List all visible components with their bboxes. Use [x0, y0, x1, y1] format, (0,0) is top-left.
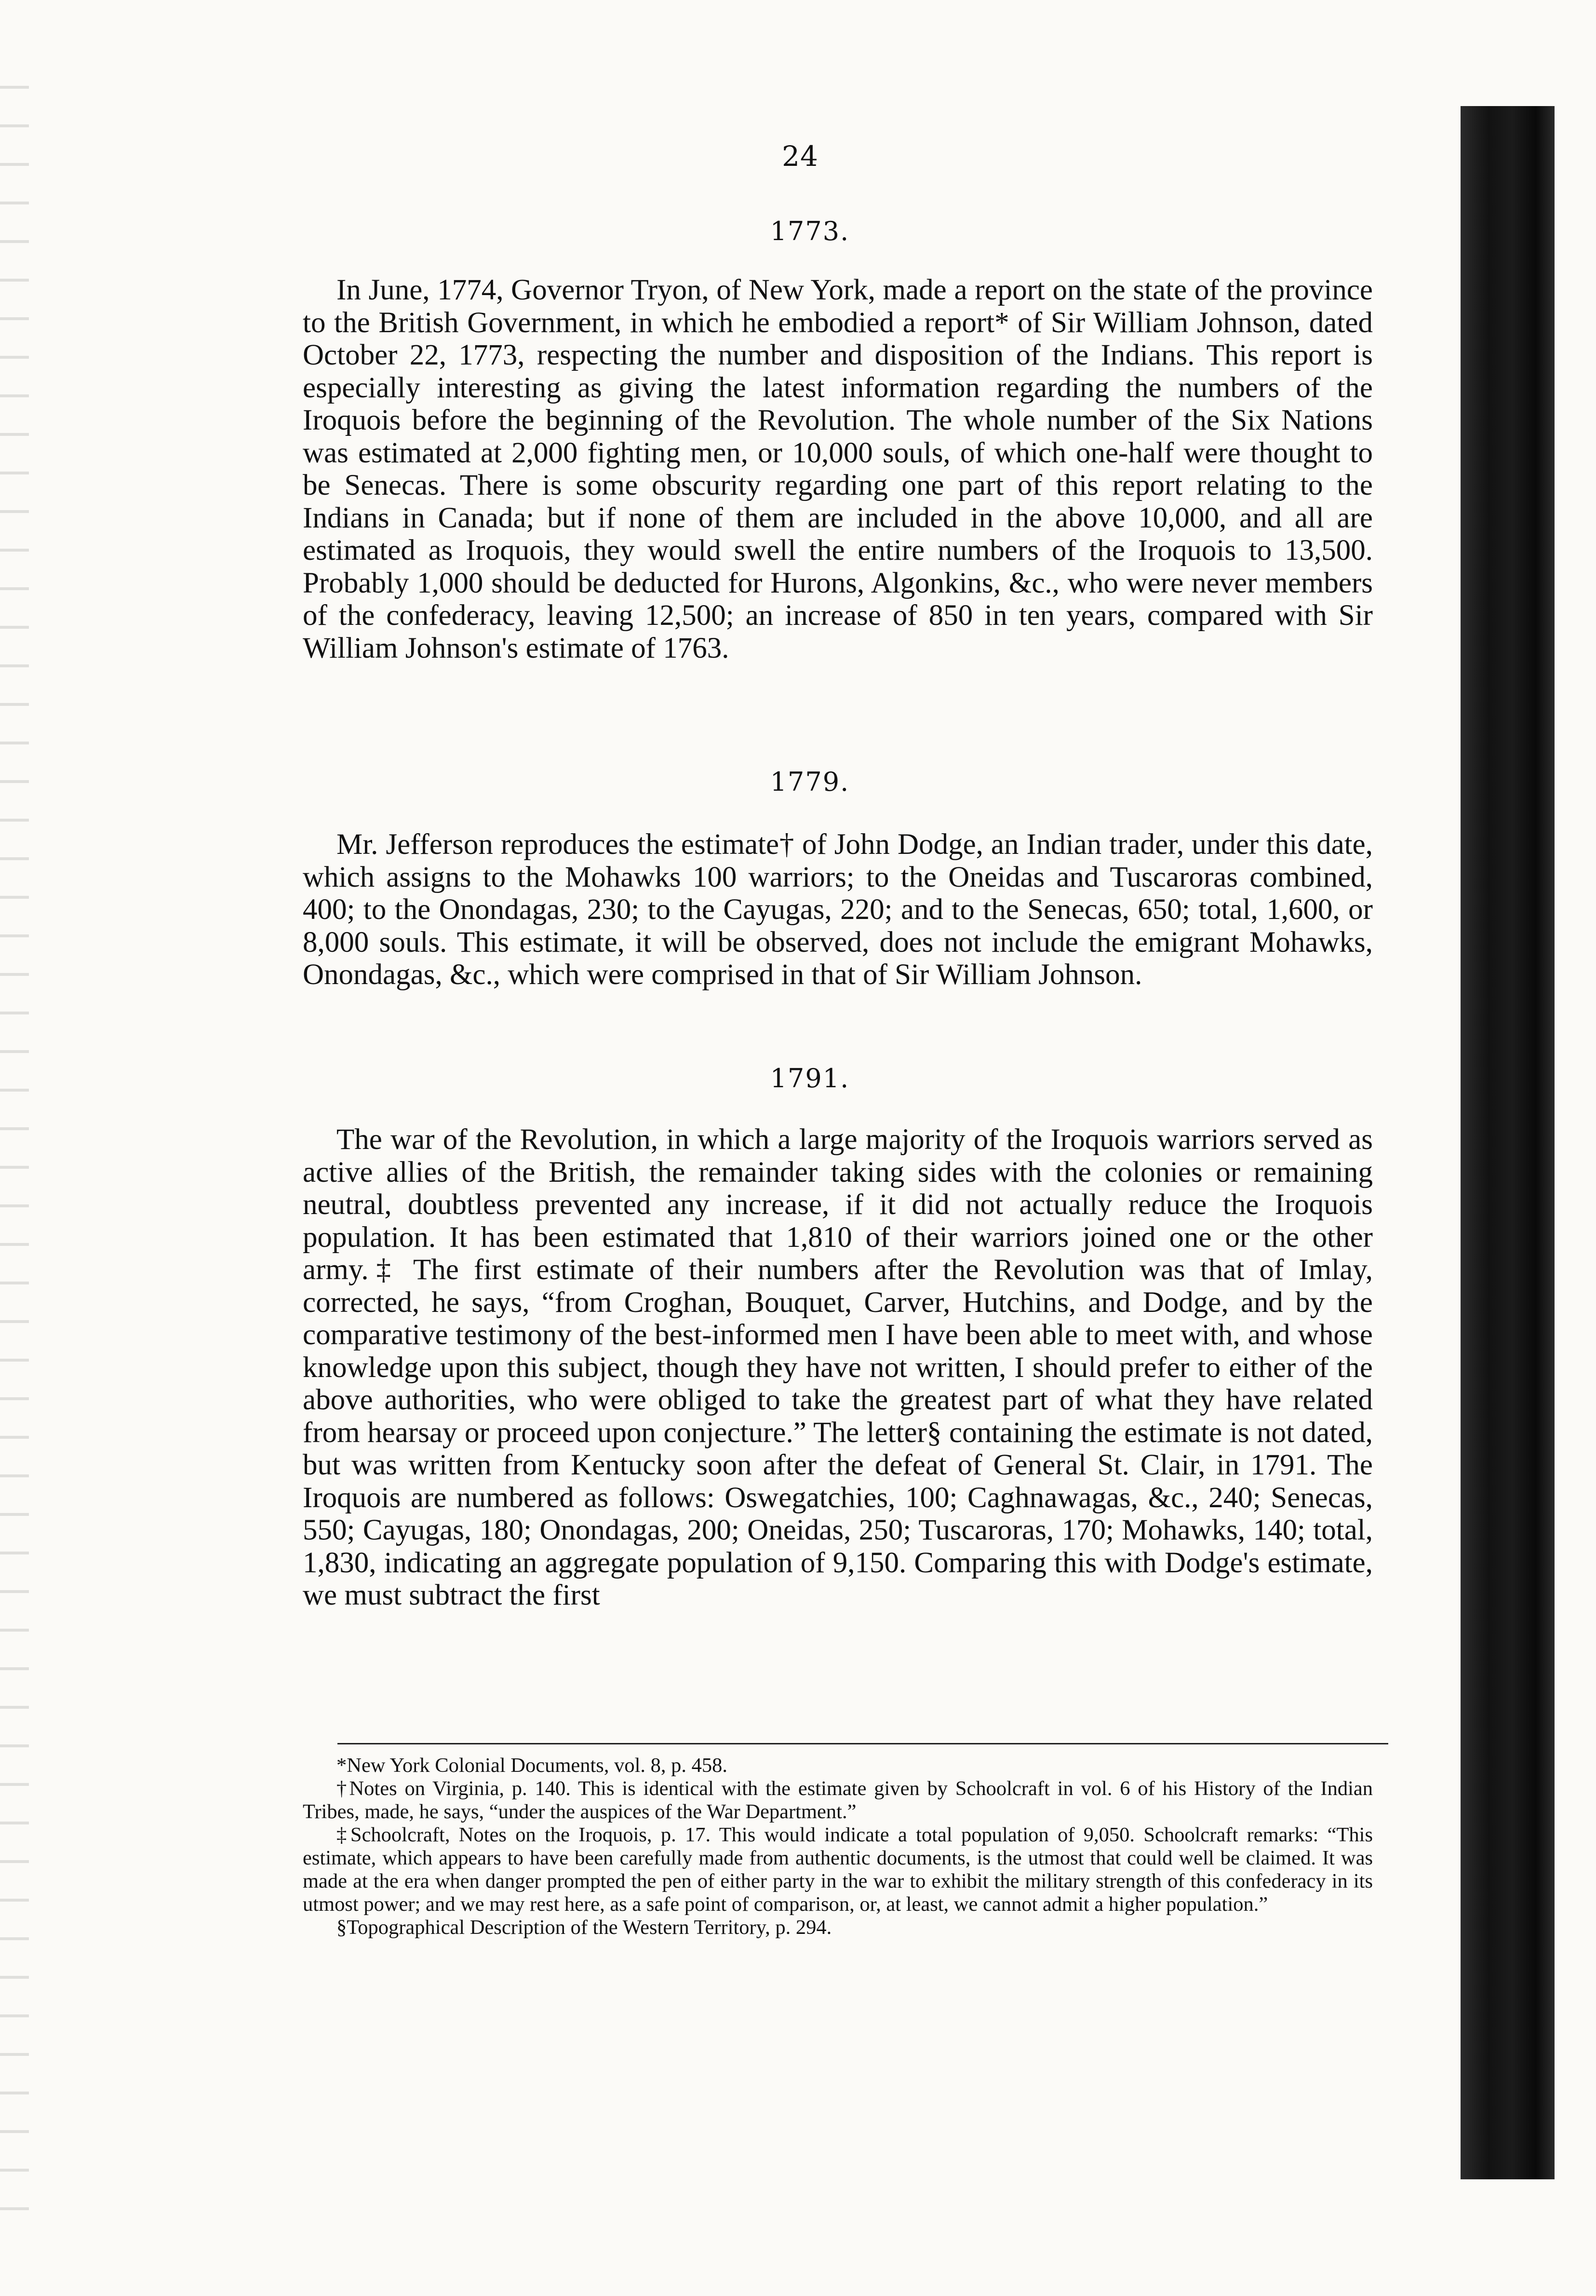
paragraph-text: Mr. Jefferson reproduces the estimate† of John Dodge, an Indian trader, under this date, which assigns to the Mohawks 100 warriors; to the Oneidas and Tuscaroras combined, 400; to the Onondagas, 230; to the Cayugas, 220; and to the Senecas, 650; total, 1,600, or 8,000 souls. This estimate, it will be observed, does not include the emigrant Mohawks, Onondagas, &c., which were comprised in that of Sir William Johnson. — [303, 828, 1373, 991]
paragraph-text: In June, 1774, Governor Tryon, of New York, made a report on the state of the province to the British Government, in which he embodied a report* of Sir William Johnson, dated October 22, 1773, respecting the number and disposition of the Indians. This report is especially interesting as giving the latest information regarding the numbers of the Iroquois before the beginning of the Revolution. The whole number of the Six Nations was estimated at 2,000 fighting men, or 10,000 souls, of which one-half were thought to be Senecas. There is some obscurity regarding one part of this report relating to the Indians in Canada; but if none of them are included in the above 10,000, and all are estimated as Iroquois, they would swell the entire numbers of the Iroquois to 13,500. Probably 1,000 should be deducted for Hurons, Algonkins, &c., who were never members of the confederacy, leaving 12,500; an increase of 850 in ten years, compared with Sir William Johnson's estimate of 1763. — [303, 274, 1373, 664]
footnote-star: *New York Colonial Documents, vol. 8, p. 458. — [336, 1754, 728, 1777]
section-heading-1779: 1779. — [770, 767, 850, 797]
section-paragraph-1773 — [303, 274, 1373, 664]
footnote-dagger: †Notes on Virginia, p. 140. This is identical with the estimate given by Schoolcraft in vol. 6 of his History of the Indian Tribes, made, he says, “under the auspices of the War Department.” — [303, 1777, 1373, 1823]
paragraph-text: The war of the Revolution, in which a large majority of the Iroquois warriors served as active allies of the British, the remainder taking sides with the colonies or remaining neutral, doubtless prevented any increase, if it did not actually reduce the Iroquois population. It has been estimated that 1,810 of their warriors joined one or the other army.‡ The first estimate of their numbers after the Revolution was that of Imlay, corrected, he says, “from Croghan, Bouquet, Carver, Hutchins, and Dodge, and by the comparative testimony of the best-informed men I have been able to meet with, and whose knowledge upon this subject, though they have not written, I should prefer to either of the above authorities, who were obliged to take the greatest part of what they have related from hearsay or proceed upon conjecture.” The letter§ containing the estimate is not dated, but was written from Kentucky soon after the defeat of General St. Clair, in 1791. The Iroquois are numbered as follows: Oswegatchies, 100; Caghnawagas, &c., 240; Senecas, 550; Cayugas, 180; Onondagas, 200; Oneidas, 250; Tuscaroras, 170; Mohawks, 140; total, 1,830, indicating an aggregate population of 9,150. Comparing this with Dodge's estimate, we must subtract the first — [303, 1123, 1373, 1611]
footnote-double-dagger: ‡Schoolcraft, Notes on the Iroquois, p. 17. This would indicate a total population of 9,050. Schoolcraft remarks: “This estimate, which appears to have been carefully made from authentic documents, is the utmost that could well be claimed. It was made at the era when danger prompted the pen of either party in the war to exhibit the military strength of this confederacy in its utmost power; and we may rest here, as a safe point of comparison, or, at least, we cannot admit a higher population.” — [303, 1823, 1373, 1916]
section-paragraph-1779 — [303, 828, 1373, 991]
section-heading-1791: 1791. — [770, 1063, 850, 1094]
section-heading-1773: 1773. — [770, 216, 850, 246]
right-scan-shadow — [1461, 106, 1555, 2179]
footnote-rule — [337, 1743, 1388, 1744]
section-paragraph-1791 — [303, 1123, 1373, 1612]
footnote-section-sign: §Topographical Description of the Western Territory, p. 294. — [336, 1916, 832, 1939]
page-number: 24 — [782, 140, 818, 173]
left-scan-edge — [0, 72, 29, 2228]
footnotes — [303, 1754, 1373, 1939]
